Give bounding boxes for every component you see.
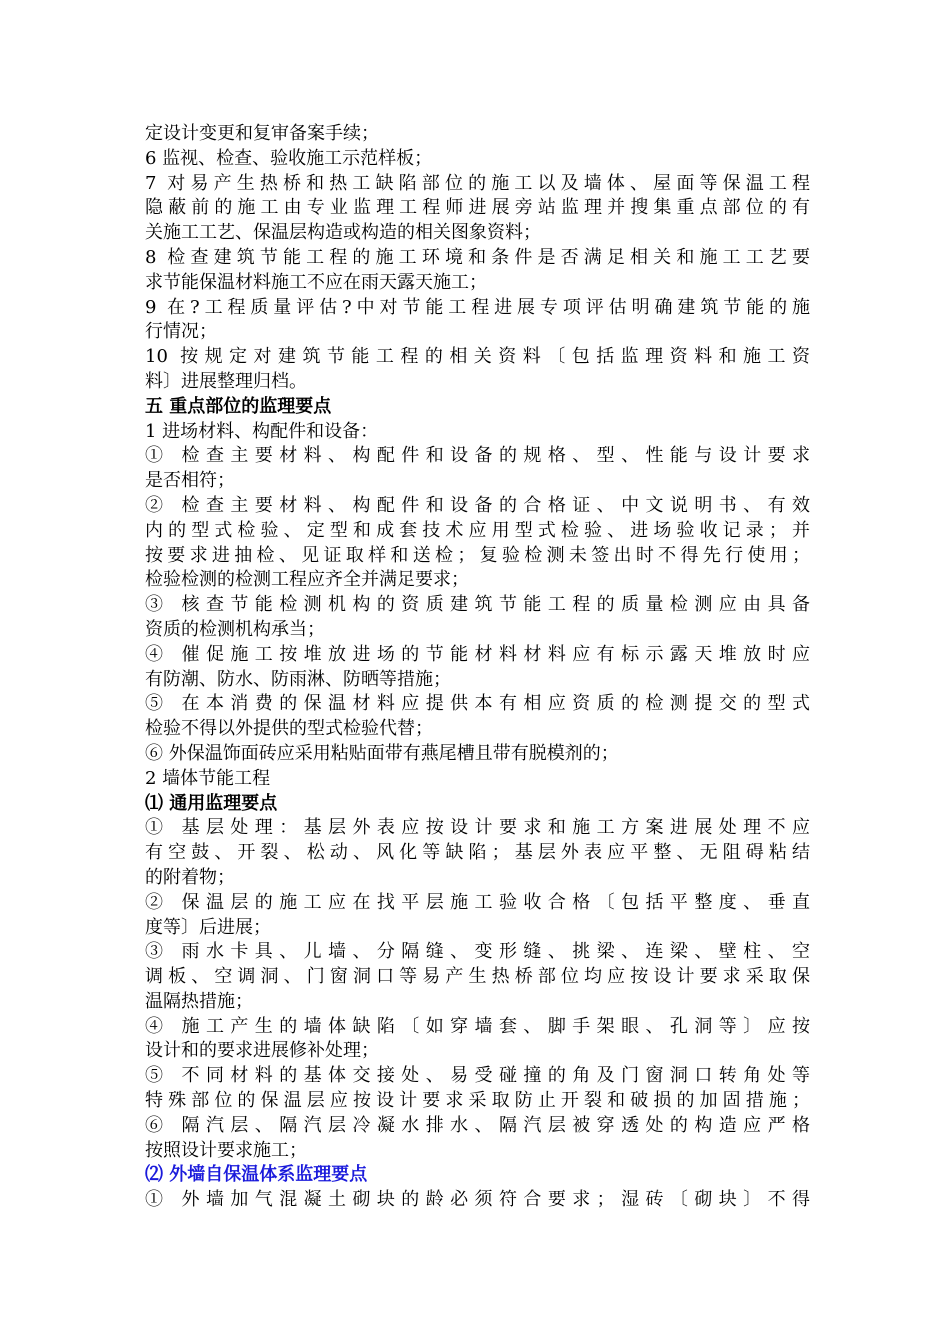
text-line: ① 外墙加气混凝土砌块的龄必须符合要求；湿砖〔砌块〕不得 [145,1189,810,1211]
text-line: ⑵ 外墙自保温体系监理要点 [145,1164,368,1186]
text-line: ⑥ 隔汽层、隔汽层冷凝水排水、隔汽层被穿透处的构造应严格 [145,1114,810,1136]
text-line: ④ 催促施工按堆放进场的节能材料材料应有标示露天堆放时应 [145,643,810,665]
text-line: 隐蔽前的施工由专业监理工程师进展旁站监理并搜集重点部位的有 [145,197,810,219]
text-line: 8 检查建筑节能工程的施工环境和条件是否满足相关和施工工艺要 [145,246,810,268]
text-line: 按要求进抽检、见证取样和送检；复验检测未签出时不得先行使用； [145,544,810,566]
text-line: 调板、空调洞、门窗洞口等易产生热桥部位均应按设计要求采取保 [145,966,810,988]
text-line: ⑥ 外保温饰面砖应采用粘贴面带有燕尾槽且带有脱模剂的； [145,742,619,764]
text-line: ⑤ 在本消费的保温材料应提供本有相应资质的检测提交的型式 [145,693,810,715]
text-line: ① 检查主要材料、构配件和设备的规格、型、性能与设计要求 [145,445,810,467]
text-line: 10 按规定对建筑节能工程的相关资料〔包括监理资料和施工资 [145,346,810,368]
text-line: 求节能保温材料施工不应在雨天露天施工； [145,271,487,293]
text-line: 有空鼓、开裂、松动、风化等缺陷；基层外表应平整、无阻碍粘结 [145,842,810,864]
text-line: 的附着物； [145,866,235,888]
text-line: 2 墙体节能工程 [145,767,271,789]
text-line: 6 监视、检查、验收施工示范样板； [145,147,433,169]
text-line: ⑤ 不同材料的基体交接处、易受碰撞的角及门窗洞口转角处等 [145,1065,810,1087]
text-line: 有防潮、防水、防雨淋、防晒等措施； [145,668,451,690]
text-line: ④ 施工产生的墙体缺陷〔如穿墙套、脚手架眼、孔洞等〕应按 [145,1015,810,1037]
text-line: 特殊部位的保温层应按设计要求采取防止开裂和破损的加固措施； [145,1090,810,1112]
text-line: 按照设计要求施工； [145,1139,307,1161]
text-line: 度等〕后进展； [145,916,271,938]
text-line: 温隔热措施； [145,990,253,1012]
text-line: 行情况； [145,321,217,343]
text-line: ② 保温层的施工应在找平层施工验收合格〔包括平整度、垂直 [145,891,810,913]
text-line: 是否相符； [145,470,235,492]
document-body [145,122,810,1213]
text-line: 1 进场材料、构配件和设备： [145,420,379,442]
text-line: 内的型式检验、定型和成套技术应用型式检验、进场验收记录；并 [145,519,810,541]
text-line: 设计和的要求进展修补处理； [145,1040,379,1062]
text-line: ⑴ 通用监理要点 [145,792,278,814]
text-line: 检验检测的检测工程应齐全并满足要求； [145,569,469,591]
text-line: 检验不得以外提供的型式检验代替； [145,718,433,740]
text-line: ② 检查主要材料、构配件和设备的合格证、中文说明书、有效 [145,494,810,516]
text-line: 9 在?工程质量评估?中对节能工程进展专项评估明确建筑节能的施 [145,296,810,318]
text-line: ① 基层处理：基层外表应按设计要求和施工方案进展处理不应 [145,817,810,839]
text-line: 料〕进展整理归档。 [145,370,307,392]
text-line: ③ 核查节能检测机构的资质建筑节能工程的质量检测应由具备 [145,594,810,616]
text-line: 资质的检测机构承当； [145,618,325,640]
text-line: 关施工工艺、保温层构造或构造的相关图象资料； [145,222,541,244]
text-line: ③ 雨水卡具、儿墙、分隔缝、变形缝、挑梁、连梁、壁柱、空 [145,941,810,963]
text-line: 7 对易产生热桥和热工缺陷部位的施工以及墙体、屋面等保温工程 [145,172,810,194]
text-line: 定设计变更和复审备案手续； [145,123,379,144]
text-line: 五 重点部位的监理要点 [145,395,332,417]
